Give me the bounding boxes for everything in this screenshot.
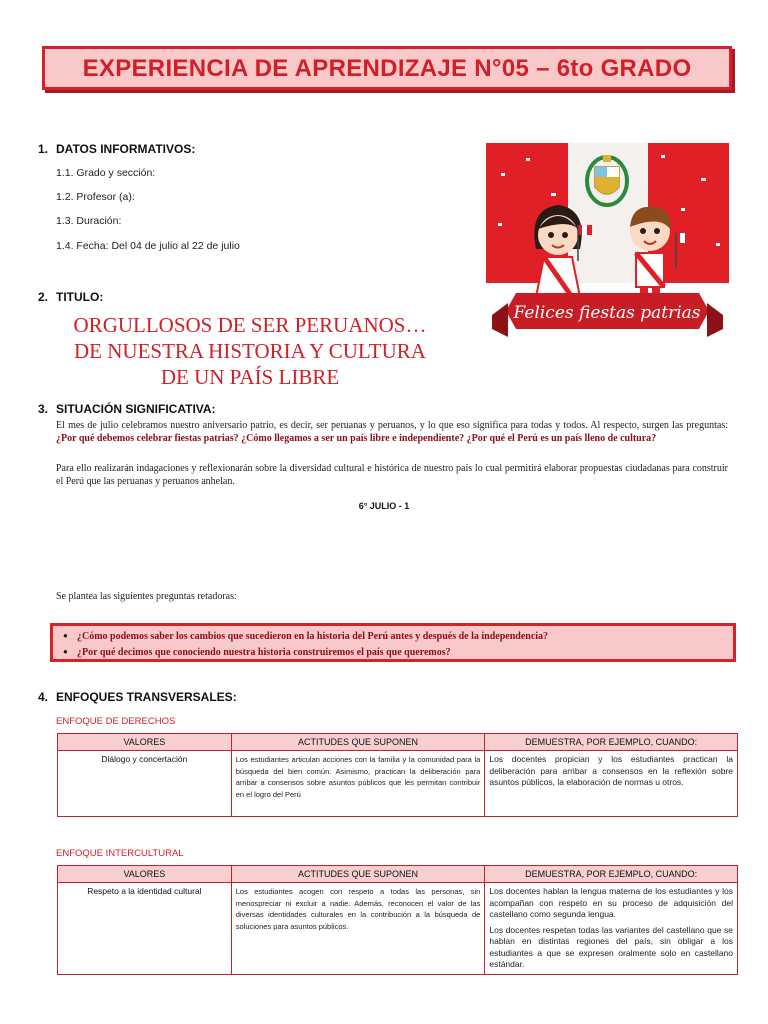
demuestra-cell xyxy=(485,883,738,975)
demuestra-cell: Los docentes propician y los estudiantes practican la deliberación para arribar a consensos en la reflexión sobre asuntos públicos, la elaboración de normas u otros. xyxy=(485,751,738,817)
section-titulo-heading xyxy=(38,290,103,304)
paragraph-text: El mes de julio celebramos nuestro aniversario patrio, es decir, ser peruanas y peruanos, y lo que eso significa para todas y todos. Al respecto, surgen las preguntas: xyxy=(56,420,728,431)
column-header: ACTITUDES QUE SUPONEN xyxy=(231,866,485,883)
enfoque-intercultural-label: ENFOQUE INTERCULTURAL xyxy=(56,848,184,859)
info-fecha: 1.4. Fecha: Del 04 de julio al 22 de julio xyxy=(56,240,240,252)
valor-cell: Diálogo y concertación xyxy=(58,751,232,817)
info-grado: 1.1. Grado y sección: xyxy=(56,167,156,179)
list-item: ● ¿Por qué decimos que conociendo nuestra historia construiremos el país que queremos? xyxy=(63,644,733,660)
paragraph-questions: ¿Por qué debemos celebrar fiestas patrias? ¿Cómo llegamos a ser un país libre e independiente? ¿Por qué el Perú es un país lleno de cultura? xyxy=(56,432,657,444)
table-row xyxy=(58,883,738,975)
experience-title xyxy=(36,312,464,390)
enfoque-derechos-table xyxy=(57,733,738,817)
flag-children-image xyxy=(486,143,729,345)
table-header-row xyxy=(58,734,738,751)
actitud-cell: Los estudiantes acogen con respeto a todas las personas, sin menospreciar ni excluir a nadie. Además, reconocen el valor de las diversas identidades culturales en la contribución a la búsqueda de soluciones para asuntos públicos. xyxy=(231,883,485,975)
table-row xyxy=(58,751,738,817)
enfoque-derechos-label: ENFOQUE DE DERECHOS xyxy=(56,716,176,727)
section-number: 4. xyxy=(38,690,49,704)
section-number: 1. xyxy=(38,142,49,156)
section-number: 2. xyxy=(38,290,49,304)
section-title: TITULO: xyxy=(56,290,104,304)
situacion-paragraph-1 xyxy=(56,420,728,445)
section-title: SITUACIÓN SIGNIFICATIVA: xyxy=(56,402,216,416)
demuestra-text: Los docentes hablan la lengua materna de los estudiantes y los acompañan con respeto en su proceso de adquisición del castellano como segunda lengua. xyxy=(489,886,733,919)
column-header: DEMUESTRA, POR EJEMPLO, CUANDO: xyxy=(485,866,738,883)
banner-caption: Felices fiestas patrias xyxy=(513,303,701,323)
actitud-cell: Los estudiantes articulan acciones con la familia y la comunidad para la búsqueda del bien común. Asimismo, practican la deliberación para arribar a consensos sobre asuntos públicos que les permitan contribuir en el logro del Perú xyxy=(231,751,485,817)
retos-box xyxy=(50,623,736,662)
table-header-row xyxy=(58,866,738,883)
column-header: DEMUESTRA, POR EJEMPLO, CUANDO: xyxy=(485,734,738,751)
situacion-paragraph-2: Para ello realizarán indagaciones y reflexionarán sobre la diversidad cultural e histórica de nuestro país lo cual permitirá elaborar propuestas ciudadanas para construir el Perú que las peruanas y peruanos anhelan. xyxy=(56,463,728,487)
page-label: 6° JULIO - 1 xyxy=(358,501,410,511)
column-header: ACTITUDES QUE SUPONEN xyxy=(231,734,485,751)
column-header: VALORES xyxy=(58,734,232,751)
section-situacion-heading xyxy=(38,402,216,416)
section-enfoques-heading xyxy=(38,690,237,704)
section-number: 3. xyxy=(38,402,49,416)
section-title: DATOS INFORMATIVOS: xyxy=(56,142,196,156)
section-title: ENFOQUES TRANSVERSALES: xyxy=(56,690,237,704)
title-line: DE NUESTRA HISTORIA Y CULTURA xyxy=(74,339,426,363)
fiestas-patrias-illustration xyxy=(486,143,729,345)
document-title: EXPERIENCIA DE APRENDIZAJE N°05 – 6to GRADO xyxy=(82,55,692,82)
title-banner xyxy=(42,46,732,90)
list-item: ● ¿Cómo podemos saber los cambios que sucedieron en la historia del Perú antes y después de la independencia? xyxy=(63,628,733,644)
section-datos-heading xyxy=(38,142,195,156)
demuestra-text: Los docentes respetan todas las variantes del castellano que se hablan en distintas regiones del país, sin obligar a los estudiantes a que se expresen oralmente solo en castellano estándar. xyxy=(489,924,733,969)
info-profesor: 1.2. Profesor (a): xyxy=(56,191,135,203)
title-line: ORGULLOSOS DE SER PERUANOS… xyxy=(73,313,427,337)
column-header: VALORES xyxy=(58,866,232,883)
valor-cell: Respeto a la identidad cultural xyxy=(58,883,232,975)
enfoque-intercultural-table xyxy=(57,865,738,975)
info-duracion: 1.3. Duración: xyxy=(56,215,122,227)
retos-intro: Se plantea las siguientes preguntas retadoras: xyxy=(56,591,237,602)
title-line: DE UN PAÍS LIBRE xyxy=(160,365,340,389)
